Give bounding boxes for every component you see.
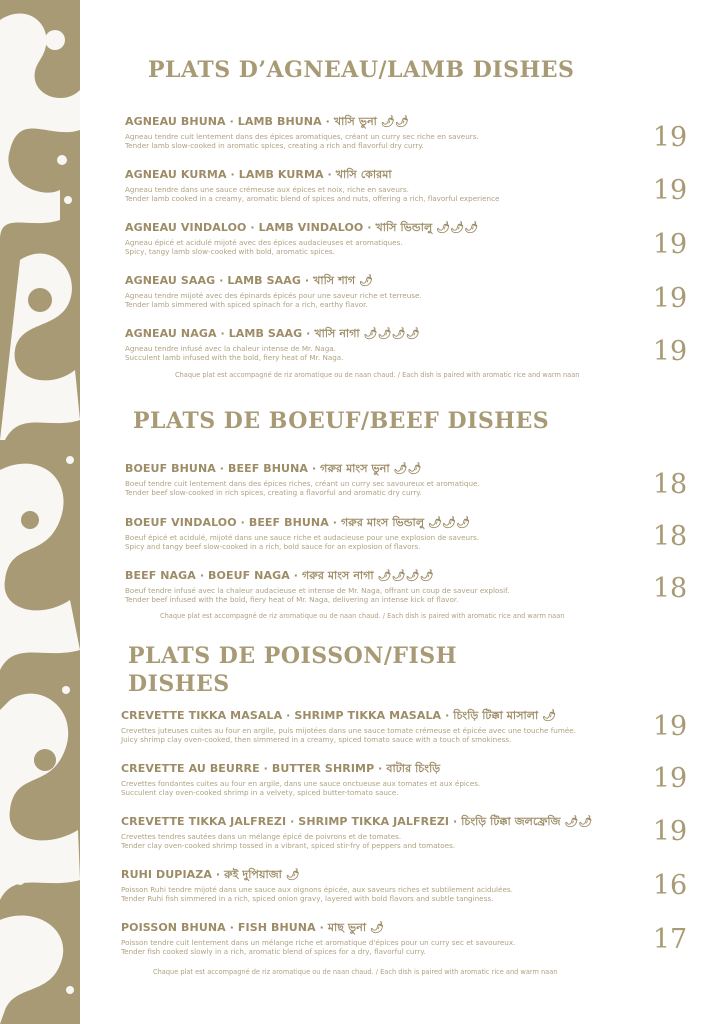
chili-icon: 🌶🌶 (393, 462, 422, 475)
chili-icon: 🌶🌶🌶 (428, 516, 471, 529)
dish-name: CREVETTE AU BEURRE · BUTTER SHRIMP · বাটার চিংড়ি (121, 762, 441, 775)
dish-name: BOEUF VINDALOO · BEEF BHUNA · গরুর মাংস ভিন্ডালু (125, 516, 425, 529)
dish-desc-en: Juicy shrimp clay oven-cooked, then simmered in a creamy, spiced tomato sauce with a touch of smokiness. (121, 735, 512, 744)
dish-price: 18 (652, 573, 688, 604)
dish-name: RUHI DUPIAZA · রুই দুপিয়াজা (121, 868, 282, 881)
chili-icon: 🌶 (359, 274, 374, 287)
dish-desc-en: Tender beef slow-cooked in rich spices, creating a flavorful and aromatic dry curry. (125, 488, 422, 497)
dish-name: POISSON BHUNA · FISH BHUNA · মাছ ভুনা (121, 921, 367, 934)
chili-icon: 🌶 (285, 868, 300, 881)
dish-name: CREVETTE TIKKA MASALA · SHRIMP TIKKA MASALA · চিংড়ি টিক্কা মাসালা (121, 709, 539, 722)
dish-price: 18 (652, 469, 688, 500)
dish-price: 19 (652, 711, 688, 742)
dish-desc-en: Tender lamb simmered with spiced spinach for a rich, earthy flavor. (125, 300, 368, 309)
chili-icon: 🌶🌶 (380, 115, 410, 128)
dish-price: 19 (652, 283, 688, 314)
dish-desc-en: Tender fish cooked slowly in a rich, aromatic blend of spices for a dry, flavorful curry. (121, 947, 426, 956)
dish-desc-en: Succulent clay oven-cooked shrimp in a velvety, spiced butter-tomato sauce. (121, 788, 399, 797)
dish-price: 18 (652, 521, 688, 552)
dish-price: 19 (652, 763, 688, 794)
dish-desc-en: Tender Ruhi fish simmered in a rich, spiced onion gravy, layered with bold flavors and subtle tanginess. (121, 894, 494, 903)
dish-desc-en: Tender lamb slow-cooked in aromatic spices, creating a rich and flavorful dry curry. (125, 141, 424, 150)
dish-desc-fr: Crevettes juteuses cuites au four en argile, puis mijotées dans une sauce tomate crémeuse et épicée avec une touche fumée. (121, 726, 576, 735)
dish-name: AGNEAU BHUNA · LAMB BHUNA · খাসি ভুনা (125, 115, 377, 128)
dish-desc-fr: Agneau tendre cuit lentement dans des épices aromatiques, créant un curry sec riche en saveurs. (125, 132, 479, 141)
dish-name: BOEUF BHUNA · BEEF BHUNA · গরুর মাংস ভুনা (125, 462, 390, 475)
chili-icon: 🌶🌶 (564, 815, 593, 828)
chili-icon: 🌶🌶🌶 (436, 221, 479, 234)
dish-desc-fr: Agneau épicé et acidulé mijoté avec des épices audacieuses et aromatiques. (125, 238, 403, 247)
dish-price: 19 (652, 229, 688, 260)
chili-icon: 🌶 (370, 921, 385, 934)
section-title-beef: PLATS DE BOEUF/BEEF DISHES (133, 408, 550, 434)
dish-price: 16 (652, 870, 688, 901)
section-title-lamb: PLATS D’AGNEAU/LAMB DISHES (148, 57, 575, 83)
decorative-border (0, 0, 80, 1024)
dish-name: CREVETTE TIKKA JALFREZI · SHRIMP TIKKA JALFREZI · চিংড়ি টিক্কা জলফ্রেজি (121, 815, 561, 828)
dish-desc-fr: Crevettes fondantes cuites au four en argile, dans une sauce onctueuse aux tomates et aux épices. (121, 779, 481, 788)
dish-name: BEEF NAGA · BOEUF NAGA · গরুর মাংস নাগা (125, 569, 374, 582)
dish-desc-fr: Agneau tendre mijoté avec des épinards épicés pour une saveur riche et terreuse. (125, 291, 422, 300)
dish-desc-en: Tender beef infused with the bold, fiery heat of Mr. Naga, delivering an intense kick of flavor. (125, 595, 459, 604)
dish-price: 19 (652, 816, 688, 847)
dish-price: 19 (652, 175, 688, 206)
dish-desc-fr: Poisson Ruhi tendre mijoté dans une sauce aux oignons épicée, aux saveurs riches et subtilement acidulées. (121, 885, 513, 894)
section-note: Chaque plat est accompagné de riz aromatique ou de naan chaud. / Each dish is paired with aromatic rice and warm naan (153, 968, 558, 976)
section-note: Chaque plat est accompagné de riz aromatique ou de naan chaud. / Each dish is paired with aromatic rice and warm naan (160, 612, 565, 620)
chili-icon: 🌶 (542, 709, 557, 722)
dish-desc-en: Spicy, tangy lamb slow-cooked with bold, aromatic spices. (125, 247, 335, 256)
dish-desc-fr: Poisson tendre cuit lentement dans un mélange riche et aromatique d'épices pour un curry sec et savoureux. (121, 938, 516, 947)
dish-desc-fr: Boeuf épicé et acidulé, mijoté dans une sauce riche et audacieuse pour une explosion de saveurs. (125, 533, 480, 542)
dish-desc-en: Tender lamb cooked in a creamy, aromatic blend of spices and nuts, offering a rich, flavorful experience (125, 194, 500, 203)
chili-icon: 🌶🌶🌶🌶 (363, 327, 420, 340)
dish-name: AGNEAU VINDALOO · LAMB VINDALOO · খাসি ভিন্ডালু (125, 221, 433, 234)
dish-price: 19 (652, 336, 688, 367)
dish-price: 17 (652, 924, 688, 955)
dish-desc-en: Spicy and tangy beef slow-cooked in a rich, bold sauce for an explosion of flavors. (125, 542, 421, 551)
dish-desc-en: Succulent lamb infused with the bold, fiery heat of Mr. Naga. (125, 353, 344, 362)
section-note: Chaque plat est accompagné de riz aromatique ou de naan chaud. / Each dish is paired with aromatic rice and warm naan (175, 371, 580, 379)
dish-name: AGNEAU KURMA · LAMB KURMA · খাসি কোরমা (125, 168, 392, 181)
section-title-fish-line1: PLATS DE POISSON/FISH (128, 643, 457, 669)
dish-desc-fr: Agneau tendre infusé avec la chaleur intense de Mr. Naga. (125, 344, 336, 353)
dish-desc-en: Tender clay oven-cooked shrimp tossed in a vibrant, spiced stir-fry of peppers and tomatoes. (121, 841, 456, 850)
dish-name: AGNEAU SAAG · LAMB SAAG · খাসি শাগ (125, 274, 356, 287)
dish-desc-fr: Agneau tendre dans une sauce crémeuse aux épices et noix, riche en saveurs. (125, 185, 409, 194)
ornament-pattern (0, 0, 80, 1024)
dish-desc-fr: Boeuf tendre cuit lentement dans des épices riches, créant un curry sec savoureux et aromatique. (125, 479, 480, 488)
dish-desc-fr: Boeuf tendre infusé avec la chaleur audacieuse et intense de Mr. Naga, offrant un coup de saveur explosif. (125, 586, 510, 595)
chili-icon: 🌶🌶🌶🌶 (377, 569, 434, 582)
dish-price: 19 (652, 122, 688, 153)
dish-desc-fr: Crevettes tendres sautées dans un mélange épicé de poivrons et de tomates. (121, 832, 402, 841)
dish-name: AGNEAU NAGA · LAMB SAAG · খাসি নাগা (125, 327, 360, 340)
section-title-fish-line2: DISHES (128, 671, 230, 697)
